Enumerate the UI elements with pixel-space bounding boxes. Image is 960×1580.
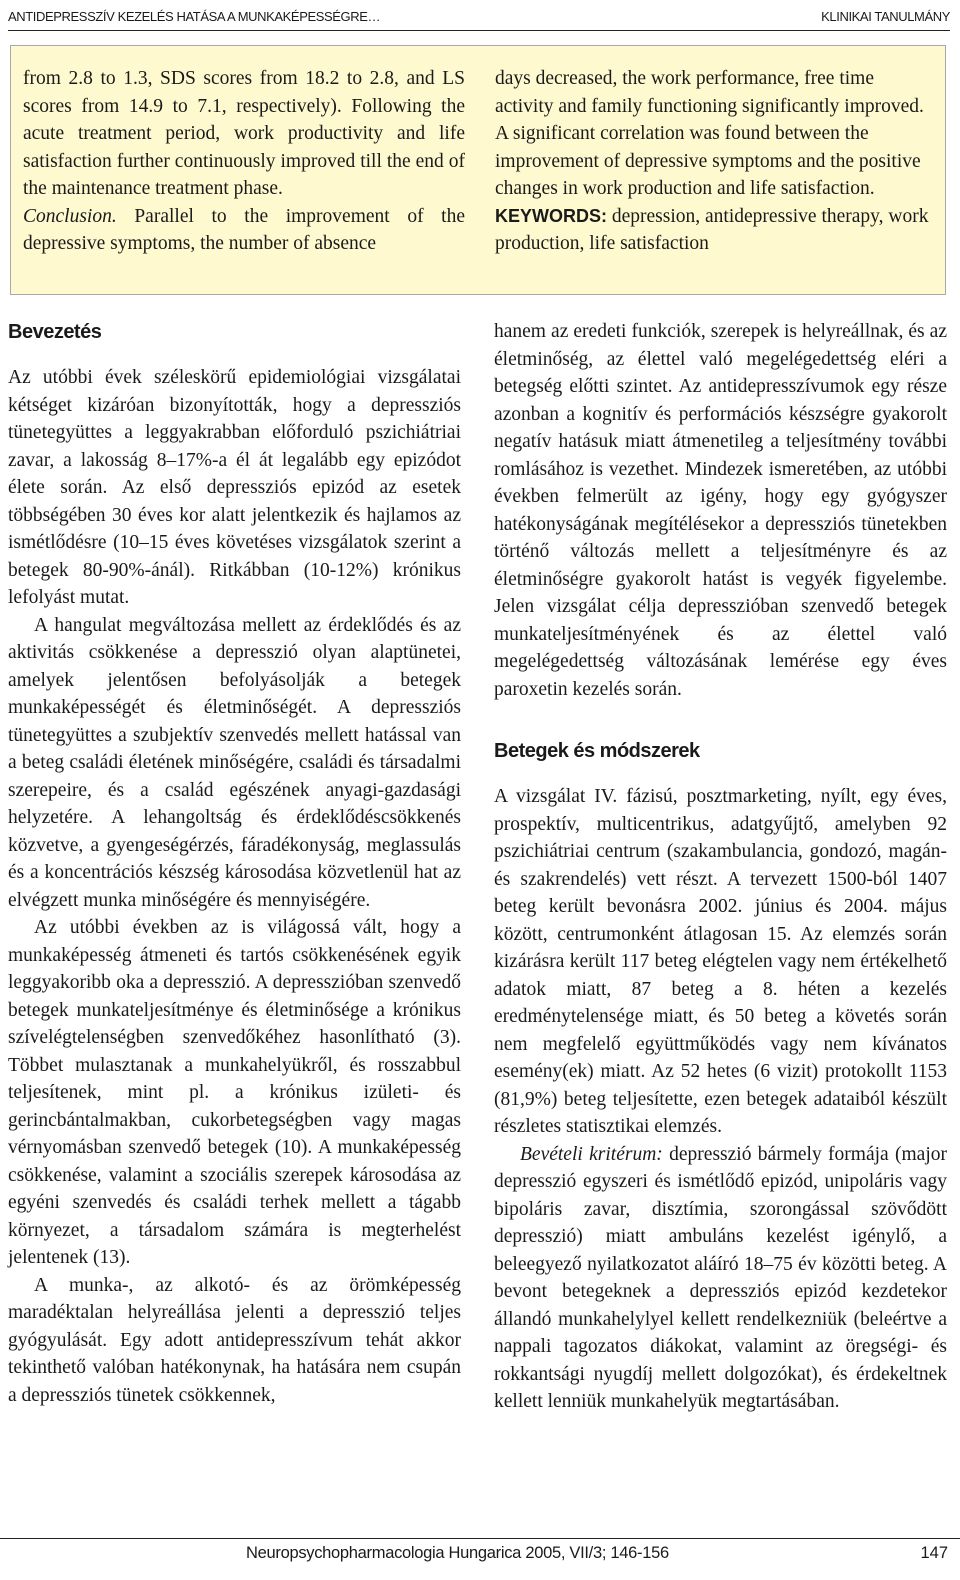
journal-citation: Neuropsychopharmacologia Hungarica 2005, VII/3; 146-156 — [246, 1544, 669, 1562]
running-header-section: KLINIKAI TANULMÁNY — [821, 8, 950, 24]
abstract-paragraph — [495, 65, 937, 203]
body-right-column — [494, 318, 947, 1416]
keywords-label: KEYWORDS: — [495, 205, 607, 226]
footer-rule — [0, 1538, 960, 1539]
conclusion-text: Parallel to the improvement of the depressive symptoms, the number of absence — [23, 205, 465, 254]
section-heading-introduction: Bevezetés — [8, 321, 102, 343]
body-paragraph: Az utóbbi években az is világossá vált, hogy a munkaképesség átmeneti és tartós csökkenésének egyik leggyakoribb oka a depresszió. A depresszióban szenvedő betegek munkateljesítménye és életminősége a krónikus szívelégtelenségben szenvedőkéhez hasonlítható (3). Többet mulasztanak a munkahelyükről, és rosszabbul teljesítenek, mint pl. a krónikus izületi- és gerincbántalmakban, cukorbetegségben vagy magas vérnyomásban szenvedő betegek (10). A munkaképesség csökkenése, valamint a szociális szerepek károsodása az egyéni szenvedés és családi terhek mellett a tágabb környezet, a társadalom számára is megterhelést jelentenek (13). — [8, 917, 461, 1268]
abstract-keywords — [495, 203, 937, 258]
abstract-conclusion — [23, 203, 465, 258]
abstract-box — [10, 45, 946, 295]
abstract-conclusion-continued: days decreased, the work performance, free time activity and family functioning significantly improved. A significant correlation was found between the improvement of depressive symptoms and the positive changes in work production and life satisfaction. — [495, 68, 924, 199]
body-paragraph: Az utóbbi évek széleskörű epidemiológiai vizsgálatai kétséget kizáróan bizonyították, hogy a depressziós tünetegyüttes a leggyakrabban előforduló pszichiátriai zavar, a lakosság 8–17%-a él át legalább egy epizódot élete során. Az első depressziós epizód az esetek többségében 30 éves kor alatt jelentkezik és hajlamos az ismétlődésre (10–15 éves követéses vizsgálatok szerint a betegek 80-90%-ánál). Ritkábban (10-12%) krónikus lefolyást mutat. — [8, 367, 461, 608]
page-footer — [0, 1538, 960, 1568]
body-paragraph: A vizsgálat IV. fázisú, posztmarketing, nyílt, egy éves, prospektív, multicentrikus, adatgyűjtő, amelyben 92 pszichiátriai centrum (szakambulancia, gondozó, magán- és szakrendelés) vett részt. A tervezett 1500-ból 1407 beteg került bevonásra 2002. június és 2004. május között, centrumonként átlagosan 15. Az elemzés során kizárásra került 117 beteg elégtelen vagy nem értékelhető adatok miatt, 87 beteg a 8. héten a kezelés eredménytelensége miatt, és 50 beteg a követés során nem megfelelő együttműködés vagy nem kívánatos esemény(ek) miatt. Az 52 hetes (6 vizit) protokollt 1153 (81,9%) beteg teljesítette, ezen betegek adataiból készült részletes statisztikai elemzés. — [494, 786, 947, 1137]
body-paragraph: A hangulat megváltozása mellett az érdeklődés és az aktivitás csökkenése a depresszió olyan alaptünetei, amelyek jelentősen befolyásolják a betegek munkaképességét és életminőségét. A depressziós tünetegyüttes a szubjektív szenvedés mellett hatással van a beteg családi életének minőségére, családi és társadalmi szerepeire, és a család egészének anyagi-gazdasági helyzetére. A lehangoltság és érdeklődéscsökkenés közvetve, a gyengeségérzés, fáradékonyság, meglassulás és a koncentrációs készség károsodása közvetlenül hat az elvégzett munka minőségére és mennyiségére. — [8, 614, 461, 911]
conclusion-label: Conclusion. — [23, 205, 117, 227]
body-paragraph: A munka-, az alkotó- és az örömképesség maradéktalan helyreállása jelenti a depresszió teljes gyógyulását. Egy adott antidepresszívum tehát akkor tekinthető valóban hatékonynak, ha hatására nem csupán a depressziós tünetek csökkennek, — [8, 1274, 461, 1406]
inclusion-criteria-label: Bevételi kritérum: — [520, 1143, 663, 1165]
abstract-right-column — [495, 65, 937, 258]
running-header — [8, 6, 950, 26]
abstract-left-column — [23, 65, 465, 258]
body-paragraph-inclusion — [494, 1141, 947, 1416]
keywords-text: depression, antidepressive therapy, work production, life satisfaction — [495, 205, 929, 254]
body-paragraph: hanem az eredeti funkciók, szerepek is helyreállnak, és az életminőség, az élettel való megelégedettség eléri a betegség előtti szintet. Az antidepresszívumok egy része azonban a kognitív és performációs készségre gyakorolt negatív hatásuk miatt átmenetileg a teljesítmény további romlásához is vezethet. Mindezek ismeretében, az utóbbi években felmerült az igény, hogy egy gyógyszer hatékonyságának megítélésekor a depressziós tünetekben történő változás mellett a teljesítményre és az életminőségre gyakorolt hatást is vegyék figyelembe. Jelen vizsgálat célja depresszióban szenvedő betegek munkateljesítményének és az élettel való megelégedettség változásának lemérése egy éves paroxetin kezelés során. — [494, 321, 947, 700]
abstract-results-text: from 2.8 to 1.3, SDS scores from 18.2 to 2.8, and LS scores from 14.9 to 7.1, respectively). Following the acute treatment period, work productivity and life satisfaction further continuously improved till the end of the maintenance treatment phase. — [23, 68, 465, 199]
body-left-column — [8, 318, 461, 1409]
section-heading-methods: Betegek és módszerek — [494, 740, 700, 762]
running-header-title: ANTIDEPRESSZÍV KEZELÉS HATÁSA A MUNKAKÉPESSÉGRE… — [8, 8, 381, 24]
abstract-paragraph — [23, 65, 465, 203]
page-number: 147 — [920, 1544, 948, 1562]
inclusion-criteria-text: depresszió bármely formája (major depresszió egyszeri és ismétlődő epizód, unipoláris vagy bipoláris zavar, disztímia, szorongással szövődött depresszió) miatt ambuláns kezelést igénylő, a beleegyező nyilatkozatot aláíró 18–75 év közötti beteg. A bevont betegeknek a depressziós epizód kezdetekor állandó munkahelylyel kellett rendelkezniük (beleértve a nappali tagozatos diákokat, valamint az öregségi- és rokkantsági nyugdíj mellett dolgozókat), és érdekeltnek kellett lenniük munkahelyük megtartásában. — [494, 1143, 948, 1412]
